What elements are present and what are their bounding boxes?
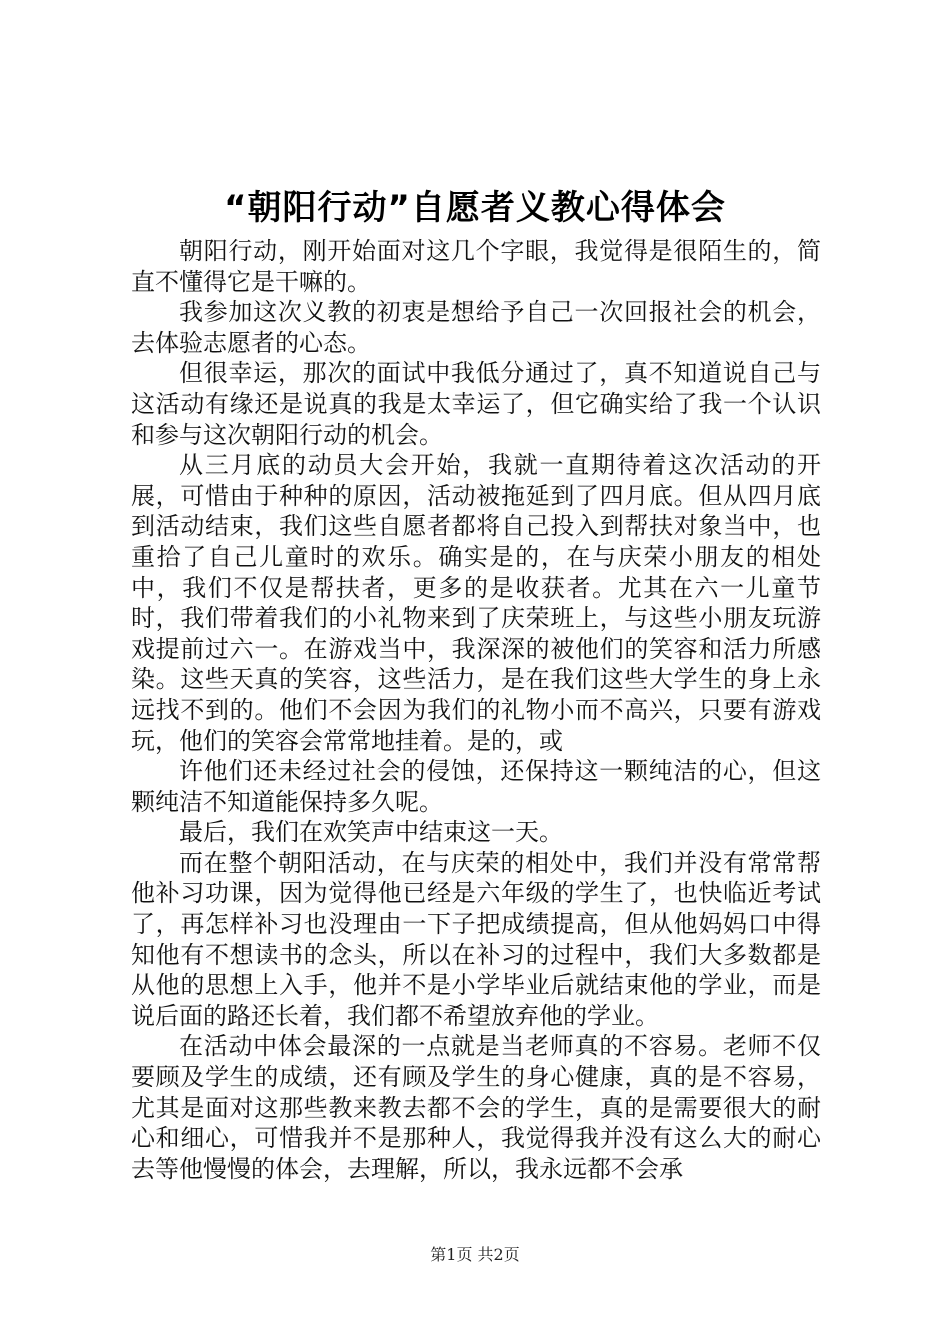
- paragraph: 朝阳行动，刚开始面对这几个字眼，我觉得是很陌生的，简直不懂得它是干嘛的。: [131, 237, 821, 296]
- paragraph: 而在整个朝阳活动，在与庆荣的相处中，我们并没有常常帮他补习功课，因为觉得他已经是六年级的学生了，也快临近考试了，再怎样补习也没理由一下子把成绩提高，但从他妈妈口中得知他有不想读书的念头，所以在补习的过程中，我们大多数都是从他的思想上入手，他并不是小学毕业后就结束他的学业，而是说后面的路还长着，我们都不希望放弃他的学业。: [131, 848, 821, 1030]
- paragraph: 我参加这次义教的初衷是想给予自己一次回报社会的机会，去体验志愿者的心态。: [131, 298, 821, 357]
- document-title: “朝阳行动”自愿者义教心得体会: [224, 188, 726, 228]
- paragraph: 从三月底的动员大会开始，我就一直期待着这次活动的开展，可惜由于种种的原因，活动被拖延到了四月底。但从四月底到活动结束，我们这些自愿者都将自己投入到帮扶对象当中，也重拾了自己儿童时的欢乐。确实是的，在与庆荣小朋友的相处中，我们不仅是帮扶者，更多的是收获者。尤其在六一儿童节时，我们带着我们的小礼物来到了庆荣班上，与这些小朋友玩游戏提前过六一。在游戏当中，我深深的被他们的笑容和活力所感染。这些天真的笑容，这些活力，是在我们这些大学生的身上永远找不到的。他们不会因为我们的礼物小而不高兴，只要有游戏玩，他们的笑容会常常地挂着。是的，或: [131, 451, 821, 755]
- paragraph: 许他们还未经过社会的侵蚀，还保持这一颗纯洁的心，但这颗纯洁不知道能保持多久呢。: [131, 757, 821, 816]
- page-number-footer: 第1页 共2页: [430, 1245, 520, 1264]
- document-body: [131, 236, 821, 1184]
- paragraph: 最后，我们在欢笑声中结束这一天。: [179, 818, 563, 847]
- paragraph: 在活动中体会最深的一点就是当老师真的不容易。老师不仅要顾及学生的成绩，还有顾及学生的身心健康，真的是不容易，尤其是面对这那些教来教去都不会的学生，真的是需要很大的耐心和细心，可惜我并不是那种人，我觉得我并没有这么大的耐心去等他慢慢的体会，去理解，所以，我永远都不会承: [131, 1032, 821, 1183]
- paragraph: 但很幸运，那次的面试中我低分通过了，真不知道说自己与这活动有缘还是说真的我是太幸运了，但它确实给了我一个认识和参与这次朝阳行动的机会。: [131, 359, 821, 449]
